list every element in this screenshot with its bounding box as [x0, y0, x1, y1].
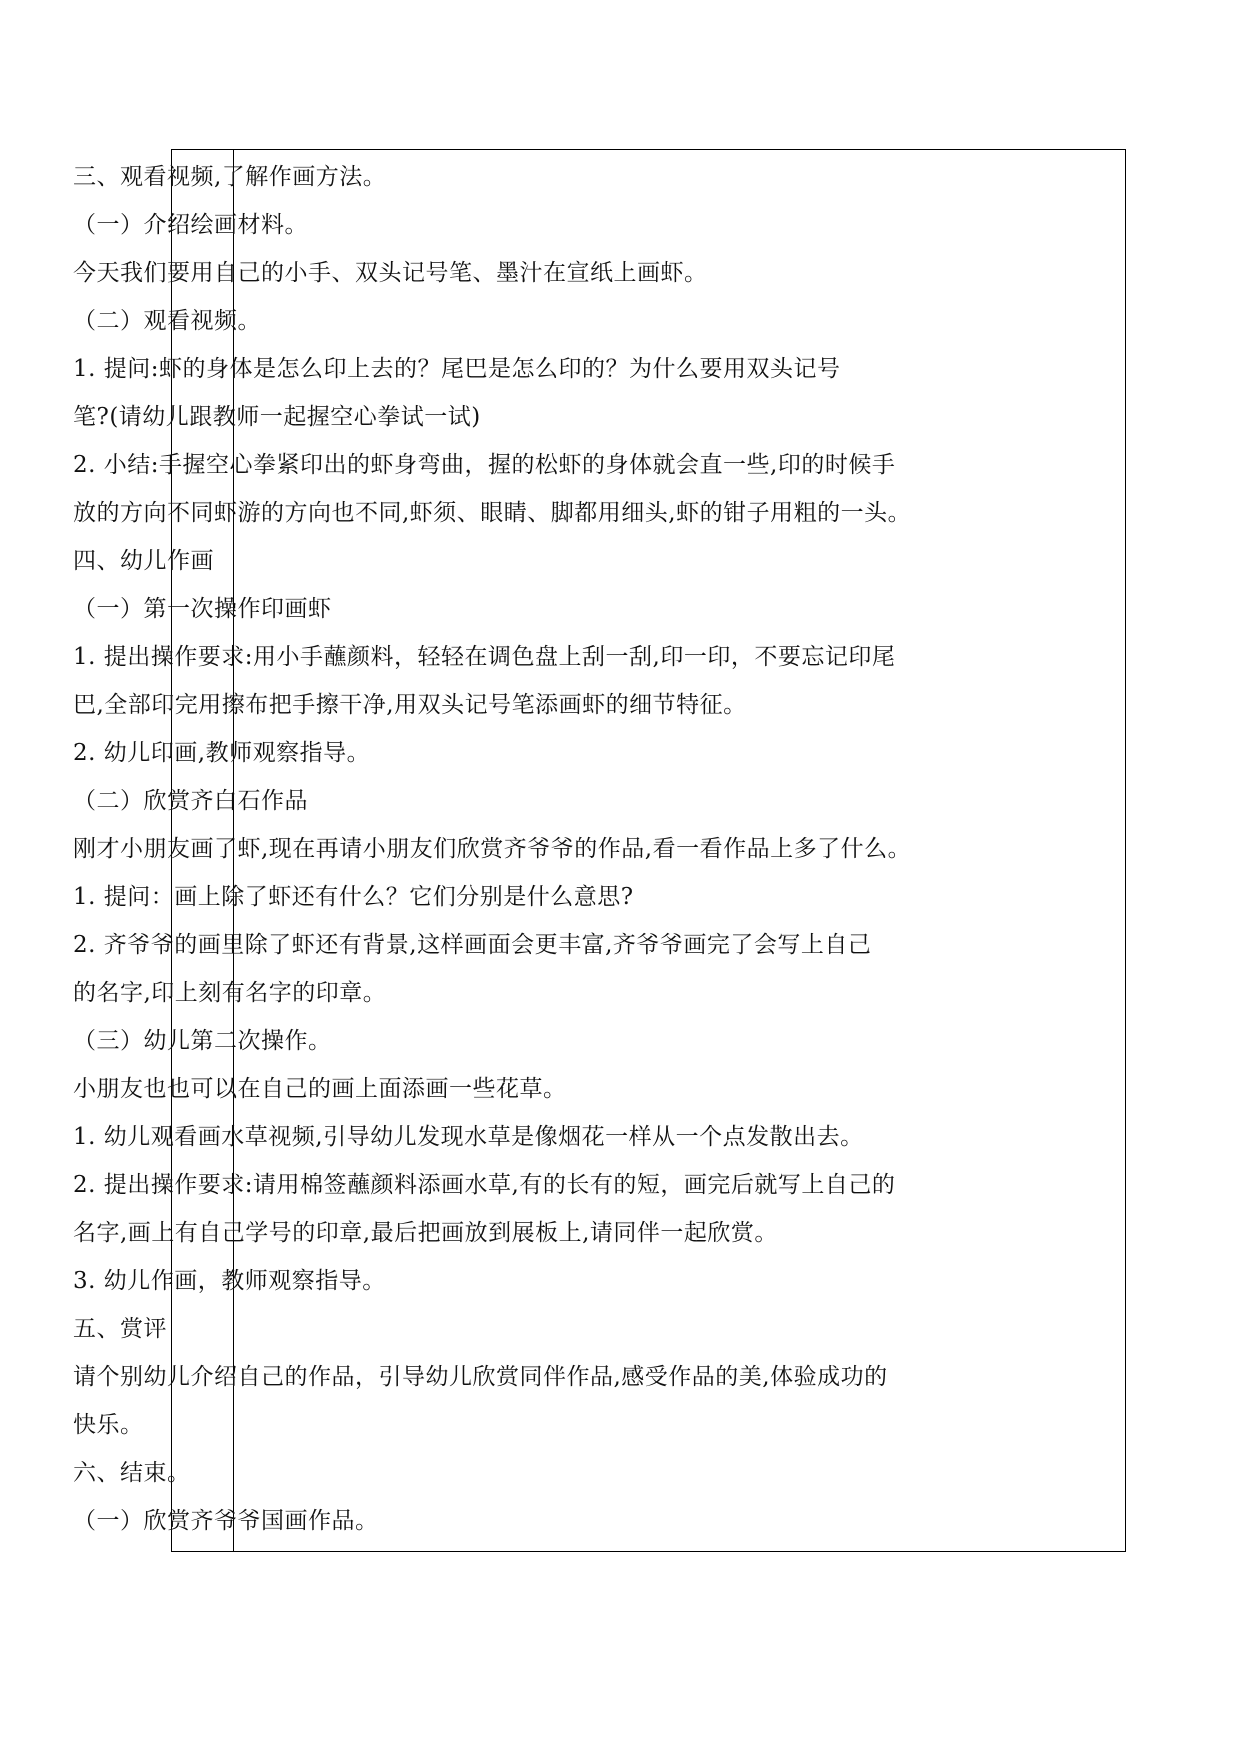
text-line: 今天我们要用自己的小手、双头记号笔、墨汁在宣纸上画虾。: [73, 260, 708, 286]
text-line: 小朋友也也可以在自己的画上面添画一些花草。: [73, 1076, 567, 1102]
text-line: （二）欣赏齐白石作品: [73, 788, 308, 814]
text-line: 3. 幼儿作画，教师观察指导。: [73, 1268, 386, 1294]
text-line: 2. 齐爷爷的画里除了虾还有背景,这样画面会更丰富,齐爷爷画完了会写上自己: [73, 932, 872, 958]
text-line: 2. 幼儿印画,教师观察指导。: [73, 740, 371, 766]
text-line: （一）欣赏齐爷爷国画作品。: [73, 1508, 379, 1534]
text-line: 刚才小朋友画了虾,现在再请小朋友们欣赏齐爷爷的作品,看一看作品上多了什么。: [73, 836, 912, 862]
text-line: 名字,画上有自己学号的印章,最后把画放到展板上,请同伴一起欣赏。: [73, 1220, 778, 1246]
text-line: 巴,全部印完用擦布把手擦干净,用双头记号笔添画虾的细节特征。: [73, 692, 747, 718]
text-line: （一）介绍绘画材料。: [73, 212, 308, 238]
text-line: 放的方向不同虾游的方向也不同,虾须、眼睛、脚都用细头,虾的钳子用粗的一头。: [73, 500, 912, 526]
text-line: 的名字,印上刻有名字的印章。: [73, 980, 387, 1006]
text-line: 五、赏评: [73, 1316, 167, 1342]
text-line: 2. 小结:手握空心拳紧印出的虾身弯曲，握的松虾的身体就会直一些,印的时候手: [73, 452, 896, 478]
text-line: （一）第一次操作印画虾: [73, 596, 332, 622]
text-line: 三、观看视频,了解作画方法。: [73, 164, 387, 190]
text-line: （二）观看视频。: [73, 308, 261, 334]
text-line: 快乐。: [73, 1412, 144, 1438]
text-line: 笔?(请幼儿跟教师一起握空心拳试一试): [73, 404, 481, 430]
text-line: 1. 提问:虾的身体是怎么印上去的？尾巴是怎么印的？为什么要用双头记号: [73, 356, 841, 382]
text-line: 2. 提出操作要求:请用棉签蘸颜料添画水草,有的长有的短，画完后就写上自己的: [73, 1172, 896, 1198]
text-line: （三）幼儿第二次操作。: [73, 1028, 332, 1054]
text-line: 1. 提出操作要求:用小手蘸颜料，轻轻在调色盘上刮一刮,印一印，不要忘记印尾: [73, 644, 896, 670]
text-line: 六、结束。: [73, 1460, 191, 1486]
text-line: 1. 幼儿观看画水草视频,引导幼儿发现水草是像烟花一样从一个点发散出去。: [73, 1124, 864, 1150]
text-line: 四、幼儿作画: [73, 548, 214, 574]
text-line: 1. 提问：画上除了虾还有什么？它们分别是什么意思?: [73, 884, 634, 910]
text-line: 请个别幼儿介绍自己的作品，引导幼儿欣赏同伴作品,感受作品的美,体验成功的: [73, 1364, 888, 1390]
